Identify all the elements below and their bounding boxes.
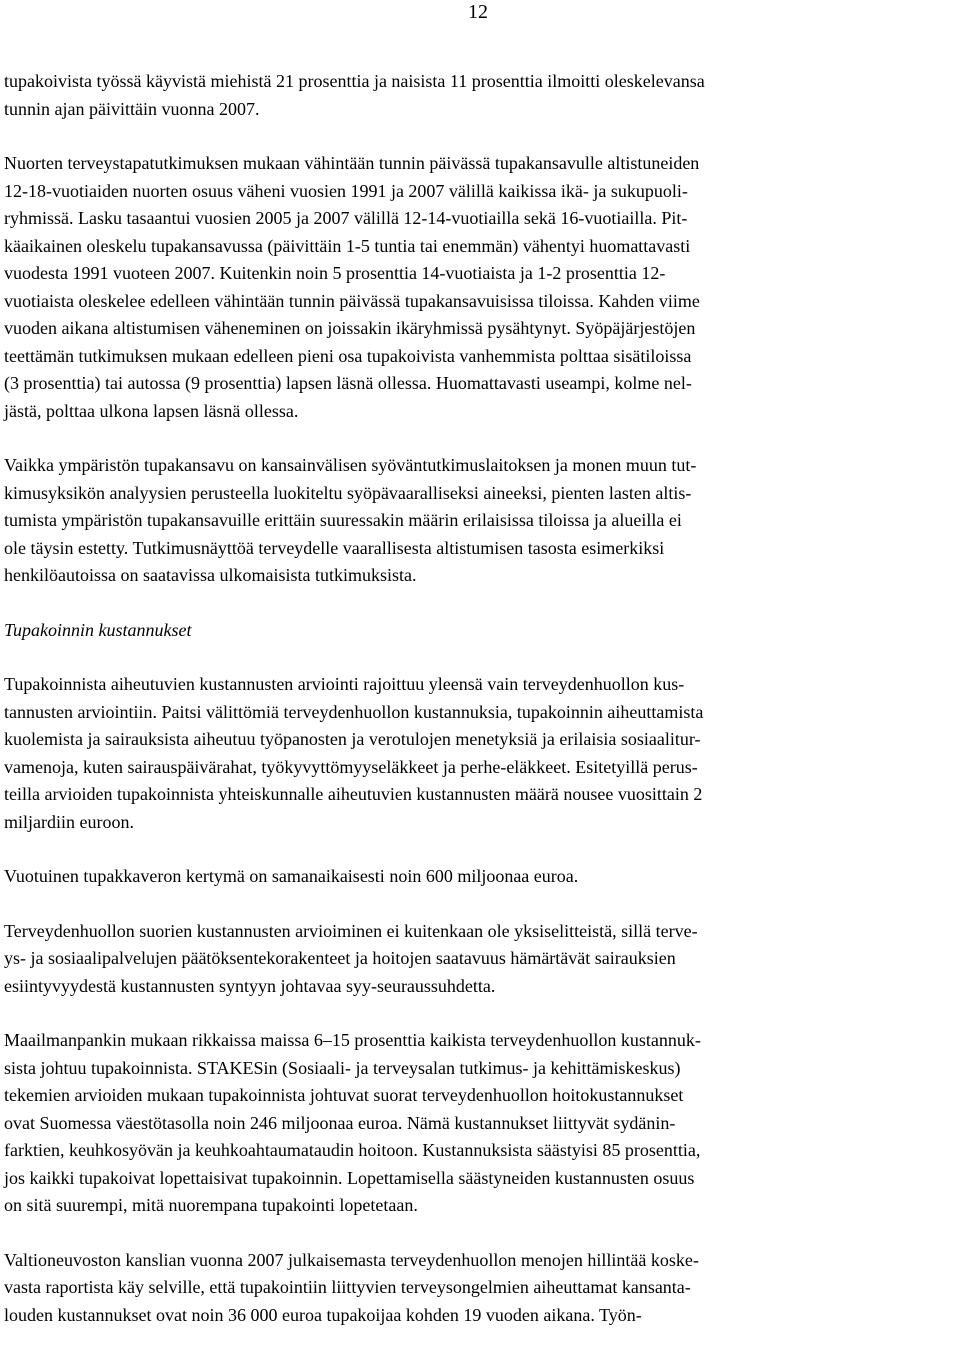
text-line: ole täysin estetty. Tutkimusnäyttöä terveydelle vaarallisesta altistumisen tasosta esimerkiksi bbox=[4, 537, 665, 558]
text-line: on sitä suurempi, mitä nuorempana tupakointi lopetetaan. bbox=[4, 1195, 418, 1215]
text-line: vuodesta 1991 vuoteen 2007. Kuitenkin noin 5 prosenttia 14-vuotiaista ja 1-2 prosenttia 12- bbox=[4, 263, 666, 283]
text-line: jos kaikki tupakoivat lopettaisivat tupakoinnin. Lopettamisella säästyneiden kustannusten osuus bbox=[4, 1167, 695, 1188]
text-line: Valtioneuvoston kanslian vuonna 2007 julkaisemasta terveydenhuollon menojen hillintää koske- bbox=[4, 1249, 699, 1270]
paragraph bbox=[4, 671, 954, 836]
text-line: 12-18-vuotiaiden nuorten osuus väheni vuosien 1991 ja 2007 välillä kaikissa ikä- ja sukupuoli- bbox=[4, 180, 688, 201]
paragraph bbox=[4, 150, 954, 425]
page-number: 12 bbox=[468, 1, 488, 23]
paragraph bbox=[4, 918, 954, 1001]
text-line: henkilöautoissa on saatavissa ulkomaisista tutkimuksista. bbox=[4, 565, 417, 585]
text-line: tupakoivista työssä käyvistä miehistä 21 prosenttia ja naisista 11 prosenttia ilmoitti oleskelevansa bbox=[4, 71, 705, 91]
text-line: tekemien arvioiden mukaan tupakoinnista johtuvat suorat terveydenhuollon hoitokustannukset bbox=[4, 1085, 684, 1105]
text-line: (3 prosenttia) tai autossa (9 prosenttia) lapsen läsnä ollessa. Huomattavasti useampi, kolme nel- bbox=[4, 373, 692, 393]
document-body bbox=[4, 68, 954, 1356]
text-line: Vuotuinen tupakkaveron kertymä on samanaikaisesti noin 600 miljoonaa euroa. bbox=[4, 866, 579, 886]
text-line: vamenoja, kuten sairauspäivärahat, työkyvyttömyyseläkkeet ja perhe-eläkkeet. Esitetyillä perus- bbox=[4, 756, 698, 777]
text-line: ys- ja sosiaalipalvelujen päätöksentekorakenteet ja hoitojen saatavuus hämärtävät sairauksien bbox=[4, 948, 676, 968]
text-line: ovat Suomessa väestötasolla noin 246 miljoonaa euroa. Nämä kustannukset liittyvät sydänin- bbox=[4, 1112, 676, 1133]
text-line: ryhmissä. Lasku tasaantui vuosien 2005 ja 2007 välillä 12-14-vuotiailla sekä 16-vuotiailla. Pit- bbox=[4, 208, 688, 228]
paragraph bbox=[4, 452, 954, 590]
text-line: teettämän tutkimuksen mukaan edelleen pieni osa tupakoivista vanhemmista polttaa sisätiloissa bbox=[4, 345, 692, 366]
text-line: Vaikka ympäristön tupakansavu on kansainvälisen syöväntutkimuslaitoksen ja monen muun tut- bbox=[4, 455, 697, 475]
text-line: louden kustannukset ovat noin 36 000 euroa tupakoijaa kohden 19 vuoden aikana. Työn- bbox=[4, 1304, 642, 1325]
paragraph bbox=[4, 1027, 954, 1220]
section-heading: Tupakoinnin kustannukset bbox=[4, 619, 192, 640]
paragraph bbox=[4, 68, 954, 123]
text-line: Terveydenhuollon suorien kustannusten arvioiminen ei kuitenkaan ole yksiselitteistä, sillä terve- bbox=[4, 920, 698, 941]
text-line: sista johtuu tupakoinnista. STAKESin (Sosiaali- ja terveysalan tutkimus- ja kehittämiskeskus) bbox=[4, 1057, 681, 1078]
text-line: Nuorten terveystapatutkimuksen mukaan vähintään tunnin päivässä tupakansavulle altistuneiden bbox=[4, 153, 700, 173]
text-line: tunnin ajan päivittäin vuonna 2007. bbox=[4, 98, 260, 119]
text-line: teilla arvioiden tupakoinnista yhteiskunnalle aiheutuvien kustannusten määrä nousee vuosittain 2 bbox=[4, 784, 703, 804]
text-line: kuolemista ja sairauksista aiheutuu työpanosten ja verotulojen menetyksiä ja erilaisia sosiaalitur- bbox=[4, 729, 701, 749]
text-line: kimusyksikön analyysien perusteella luokiteltu syöpävaaralliseksi aineeksi, pienten lasten altis- bbox=[4, 482, 692, 503]
paragraph bbox=[4, 863, 954, 891]
text-line: vasta raportista käy selville, että tupakointiin liittyvien terveysongelmien aiheuttamat kansanta- bbox=[4, 1277, 691, 1297]
text-line: farktien, keuhkosyövän ja keuhkoahtaumataudin hoitoon. Kustannuksista säästyisi 85 prosenttia, bbox=[4, 1140, 701, 1160]
text-line: Tupakoinnista aiheutuvien kustannusten arviointi rajoittuu yleensä vain terveydenhuollon kus- bbox=[4, 674, 685, 694]
text-line: vuoden aikana altistumisen väheneminen on joissakin ikäryhmissä pysähtynyt. Syöpäjärjestöjen bbox=[4, 318, 696, 338]
text-line: vuotiaista oleskelee edelleen vähintään tunnin päivässä tupakansavuisissa tiloissa. Kahden viime bbox=[4, 290, 700, 311]
text-line: käaikainen oleskelu tupakansavussa (päivittäin 1-5 tuntia tai enemmän) vähentyi huomattavasti bbox=[4, 235, 691, 256]
text-line: tannusten arviointiin. Paitsi välittömiä terveydenhuollon kustannuksia, tupakoinnin aiheuttamista bbox=[4, 701, 704, 722]
text-line: jästä, polttaa ulkona lapsen läsnä ollessa. bbox=[4, 400, 299, 421]
text-line: miljardiin euroon. bbox=[4, 811, 134, 832]
text-line: Maailmanpankin mukaan rikkaissa maissa 6–15 prosenttia kaikista terveydenhuollon kustannuk- bbox=[4, 1030, 701, 1050]
text-line: tumista ympäristön tupakansavuille erittäin suuressakin määrin erilaisissa tiloissa ja alueilla ei bbox=[4, 510, 682, 530]
paragraph bbox=[4, 1247, 954, 1330]
text-line: esiintyvyydestä kustannusten syntyyn johtavaa syy-seuraussuhdetta. bbox=[4, 975, 496, 996]
